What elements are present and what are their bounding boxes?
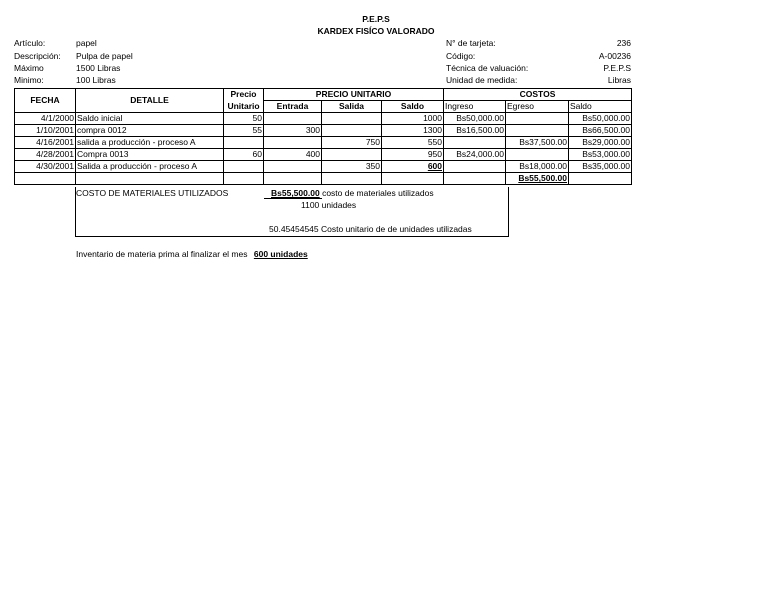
table-cell-saldo: 550 [382,137,444,149]
table-cell-saldo-c: Bs53,000.00 [569,149,632,161]
table-cell-egreso [506,125,569,137]
summary-total-value: Bs55,500.00 [271,188,320,198]
col-header-precio-2: Unitario [224,101,264,113]
table-cell-entrada [264,113,322,125]
info-label-codigo: Código: [446,51,476,61]
table-cell-precio [224,161,264,173]
table-cell-entrada: 400 [264,149,322,161]
table-cell-egreso [506,149,569,161]
table-cell-fecha: 4/28/2001 [15,149,76,161]
table-row [15,137,632,149]
table-cell-fecha: 4/30/2001 [15,161,76,173]
table-cell-precio: 60 [224,149,264,161]
table-cell-salida [322,125,382,137]
table-cell-fecha: 4/1/2000 [15,113,76,125]
table-cell-salida [322,113,382,125]
info-label-tecnica: Técnica de valuación: [446,63,529,73]
info-label-minimo: Minimo: [14,75,44,85]
col-header-detalle: DETALLE [76,89,224,113]
table-cell-egreso [506,113,569,125]
table-cell-precio: 50 [224,113,264,125]
table-row [15,149,632,161]
table-cell-saldo: 950 [382,149,444,161]
table-cell-ingreso [444,161,506,173]
summary-unit-cost-value: 50.45454545 [269,224,319,234]
footer-inventory [76,249,308,259]
table-cell-ingreso: Bs50,000.00 [444,113,506,125]
table-cell-detalle: Saldo inicial [76,113,224,125]
table-cell-fecha: 4/16/2001 [15,137,76,149]
info-value-tecnica: P.E.P.S [603,63,631,73]
col-header-saldo: Saldo [382,101,444,113]
page-title: P.E.P.S [362,14,390,24]
kardex-table [14,88,632,185]
table-header-row [15,89,632,101]
summary-underline [264,198,322,199]
table-row [15,161,632,173]
info-value-minimo: 100 Libras [76,75,116,85]
col-header-saldo-costos: Saldo [569,101,632,113]
table-cell-egreso: Bs37,500.00 [506,137,569,149]
table-cell-detalle: Salida a producción - proceso A [76,161,224,173]
table-cell-ingreso [444,137,506,149]
table-cell-egreso: Bs18,000.00 [506,161,569,173]
table-cell-precio [224,173,264,185]
table-cell-saldo-c: Bs29,000.00 [569,137,632,149]
footer-text: Inventario de materia prima al finalizar el mes [76,249,248,259]
summary-label: COSTO DE MATERIALES UTILIZADOS [76,188,229,198]
table-cell-salida [322,149,382,161]
table-cell-saldo-c: Bs66,500.00 [569,125,632,137]
col-header-fecha: FECHA [15,89,76,113]
table-cell-saldo: 600 [382,161,444,173]
info-value-maximo: 1500 Libras [76,63,121,73]
summary-unit-cost [269,224,472,234]
table-cell-entrada: 300 [264,125,322,137]
table-cell-saldo-c: Bs50,000.00 [569,113,632,125]
table-cell-saldo [382,173,444,185]
footer-value: 600 unidades [253,249,308,259]
table-row [15,125,632,137]
summary-total-text: costo de materiales utilizados [322,188,434,198]
page-subtitle: KARDEX FISÍCO VALORADO [317,26,435,36]
table-row [15,173,632,185]
table-cell-ingreso: Bs16,500.00 [444,125,506,137]
table-cell-detalle: compra 0012 [76,125,224,137]
col-header-salida: Salida [322,101,382,113]
summary-unit-cost-text: Costo unitario de de unidades utilizadas [321,224,472,234]
table-cell-saldo-c: Bs35,000.00 [569,161,632,173]
col-header-costos: COSTOS [444,89,632,101]
info-value-articulo: papel [76,38,97,48]
table-cell-precio: 55 [224,125,264,137]
table-cell-entrada [264,137,322,149]
col-header-precio-1: Precio [224,89,264,101]
info-value-descripcion: Pulpa de papel [76,51,133,61]
table-cell-egreso: Bs55,500.00 [506,173,569,185]
info-value-unidad: Libras [607,75,631,85]
table-cell-saldo-c [569,173,632,185]
table-cell-fecha: 1/10/2001 [15,125,76,137]
table-cell-entrada [264,161,322,173]
summary-total [271,188,434,198]
table-cell-saldo: 1300 [382,125,444,137]
info-label-unidad: Unidad de medida: [446,75,518,85]
table-cell-detalle: Compra 0013 [76,149,224,161]
col-header-egreso: Egreso [506,101,569,113]
table-row [15,113,632,125]
info-value-tarjeta: 236 [616,38,631,48]
info-label-articulo: Artículo: [14,38,46,48]
info-value-codigo: A-00236 [598,51,631,61]
table-cell-fecha [15,173,76,185]
col-header-precio-unitario: PRECIO UNITARIO [264,89,444,101]
table-cell-detalle [76,173,224,185]
info-label-tarjeta: N° de tarjeta: [446,38,496,48]
table-cell-ingreso: Bs24,000.00 [444,149,506,161]
table-cell-salida: 750 [322,137,382,149]
col-header-ingreso: Ingreso [444,101,506,113]
table-cell-salida [322,173,382,185]
summary-units: 1100 unidades [301,200,357,210]
table-cell-precio [224,137,264,149]
info-label-maximo: Máximo [14,63,44,73]
table-cell-entrada [264,173,322,185]
table-cell-ingreso [444,173,506,185]
table-cell-saldo: 1000 [382,113,444,125]
col-header-entrada: Entrada [264,101,322,113]
table-cell-salida: 350 [322,161,382,173]
table-cell-detalle: salida a producción - proceso A [76,137,224,149]
info-label-descripcion: Descripción: [14,51,61,61]
